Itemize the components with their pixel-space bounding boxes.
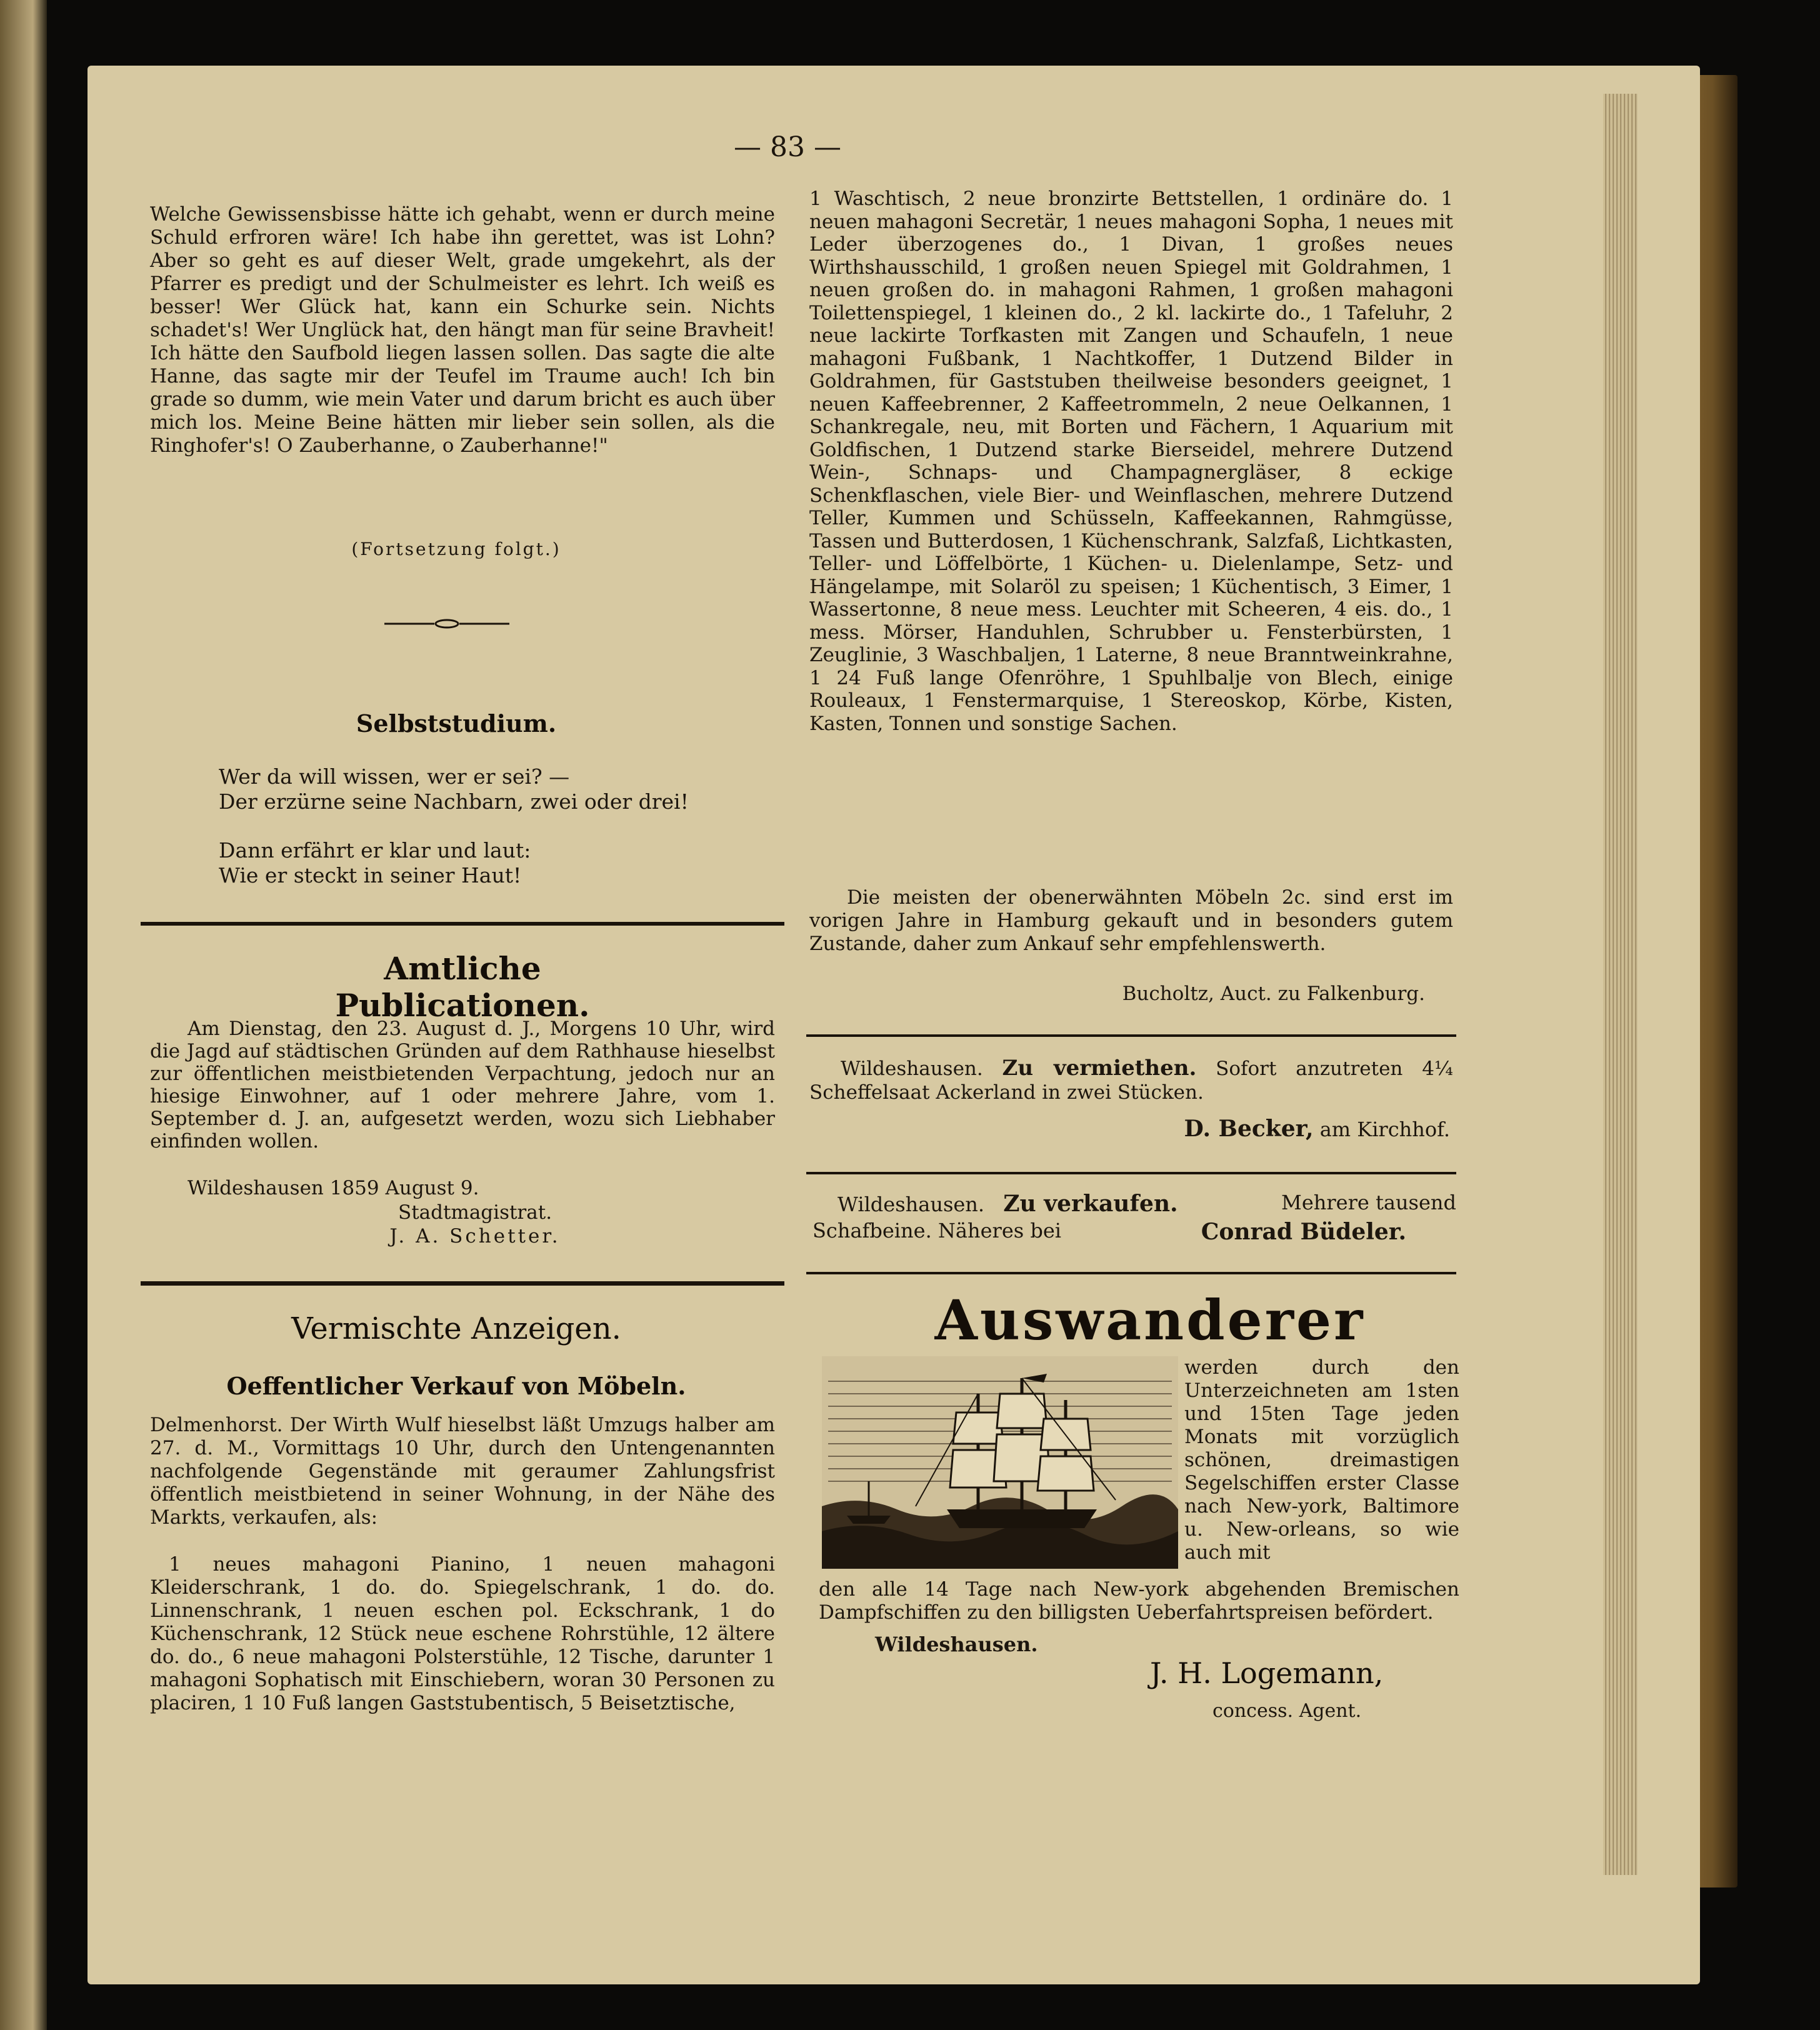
rent-text: Sofort anzutreten 4¼ Scheffelsaat Ackerland in zwei Stücken. [809, 1058, 1453, 1104]
official-place-date: Wildeshausen 1859 August 9. [188, 1177, 479, 1199]
page-stack-edges [1603, 94, 1638, 1875]
official-heading: Amtliche Publicationen. [335, 950, 590, 1024]
sell-signature: Conrad Büdeler. [1201, 1219, 1406, 1245]
section-rule [141, 922, 784, 926]
sale-intro [150, 1414, 775, 1529]
emigrants-text-below-content: den alle 14 Tage nach New-york abgehenden Bremischen Dampfschiffen zu den billigsten Ueberfahrtspreisen befördert. [819, 1578, 1459, 1624]
sell-notice-line2 [812, 1219, 1431, 1245]
sale-items-right [809, 188, 1453, 735]
sale-signature: Bucholtz, Auct. zu Falkenburg. [1122, 982, 1425, 1005]
poem-line: Wer da will wissen, wer er sei? — [219, 764, 570, 789]
sale-items-left-text: 1 neues mahagoni Pianino, 1 neuen mahagoni Kleiderschrank, 1 do. do. Spiegelschrank, 1 do. do. Linnenschrank, 1 neuen eschen pol. Eckschrank, 1 do Küchenschrank, 12 Stück neue eschene Rohrstühle, 12 ältere do. do., 6 neue mahagoni Polsterstühle, 12 Tische, darunter 1 mahagoni Sophatisch mit Einschiebern, woran 30 Personen zu placiren, 1 10 Fuß langen Gaststubentisch, 5 Beisetztische, [150, 1553, 775, 1714]
rent-notice [809, 1056, 1453, 1104]
official-authority: Stadtmagistrat. [398, 1201, 552, 1224]
emigrants-place: Wildeshausen. [875, 1632, 1038, 1656]
rent-signature-suffix: am Kirchhof. [1319, 1118, 1450, 1141]
official-notice-text: Am Dienstag, den 23. August d. J., Morgens 10 Uhr, wird die Jagd auf städtischen Gründen auf dem Rathhause hieselbst zur öffentlichen meistbietenden Verpachtung, jedoch nur an hiesige Einwohner, auf 1 oder mehrere Jahre, vom 1. September d. J. an, aufgesetzt werden, wozu sich Liebhaber einfinden wollen. [150, 1018, 775, 1152]
poem-line: Dann erfährt er klar und laut: [219, 838, 531, 862]
emigrants-role: concess. Agent. [1212, 1700, 1362, 1722]
story-conclusion [150, 203, 775, 458]
sell-notice-line1 [838, 1191, 1456, 1217]
story-text: Welche Gewissensbisse hätte ich gehabt, wenn er durch meine Schuld erfroren wäre! Ich habe ihn gerettet, was ist Lohn? Aber so geht es auf dieser Welt, grade umgekehrt, als der Pfarrer es predigt und der Schulmeister es lehrt. Ich weiß es besser! Wer Glück hat, kann ein Schurke sein. Nichts schadet's! Wer Unglück hat, den hängt man für seine Bravheit! Ich hätte den Saufbold liegen lassen sollen. Das sagte die alte Hanne, das sagte mir der Teufel im Traume auch! Ich bin grade so dumm, wie mein Vater und darum bricht es auch über mich los. Meine Beine hätten mir lieber sein sollen, als die Ringhofer's! O Zauberhanne, o Zauberhanne!" [150, 203, 775, 457]
sale-items-left [150, 1553, 775, 1715]
poem [219, 764, 750, 888]
rent-place: Wildeshausen. [841, 1058, 983, 1080]
section-rule [806, 1172, 1456, 1174]
section-rule [806, 1272, 1456, 1274]
sale-intro-text: Delmenhorst. Der Wirth Wulf hieselbst läßt Umzugs halber am 27. d. M., Vormittags 10 Uhr, durch den Untengenannten nachfolgende Gegenstände mit geraumer Zahlungsfrist öffentlich meistbietend in seiner Wohnung, in der Nähe des Markts, verkaufen, als: [150, 1414, 775, 1529]
sell-place: Wildeshausen. [838, 1192, 985, 1216]
sale-note [809, 886, 1453, 956]
section-rule [806, 1034, 1456, 1037]
emigrants-signature: J. H. Logemann, [1150, 1656, 1384, 1690]
sell-text-a: Mehrere tausend [1281, 1191, 1456, 1214]
rent-headline: Zu vermiethen. [1002, 1056, 1197, 1081]
poem-line: Wie er steckt in seiner Haut! [219, 863, 522, 888]
sale-note-text: Die meisten der obenerwähnten Möbeln 2c. sind erst im vorigen Jahre in Hamburg gekauft und in besonders gutem Zustande, daher zum Ankauf sehr empfehlenswerth. [809, 886, 1453, 955]
sale-items-right-text: 1 Waschtisch, 2 neue bronzirte Bettstellen, 1 ordinäre do. 1 neuen mahagoni Secretär, 1 neues mahagoni Sopha, 1 neues mit Leder überzogenes do., 1 Divan, 1 großes neues Wirthshausschild, 1 großen neuen Spiegel mit Goldrahmen, 1 neuen großen do. in mahagoni Rahmen, 1 großen mahagoni Toilettenspiegel, 1 kleinen do., 2 kl. lackirte do., 1 Tafeluhr, 2 neue lackirte Torfkasten mit Zangen und Schaufeln, 1 neue mahagoni Fußbank, 1 Nachtkoffer, 1 Dutzend Bilder in Goldrahmen, für Gaststuben theilweise besonders geeignet, 1 neuen Kaffeebrenner, 2 Kaffeetrommeln, 2 neue Oelkannen, 1 Schankregale, neu, mit Borten und Fächern, 1 Aquarium mit Goldfischen, 1 Dutzend starke Bierseidel, mehrere Dutzend Wein-, Schnaps- und Champagnergläser, 8 eckige Schenkflaschen, viele Bier- und Weinflaschen, mehrere Dutzend Teller, Kummen und Schüsseln, Kaffeekannen, Rahmgüsse, Tassen und Butterdosen, 1 Küchenschrank, Salzfaß, Lichtkasten, Teller- und Löffelbörte, 1 Küchen- u. Dielenlampe, Setz- und Hängelampe, mit Solaröl zu speisen; 1 Küchentisch, 3 Eimer, 1 Wassertonne, 8 neue mess. Leuchter mit Scheeren, 4 eis. do., 1 mess. Mörser, Handuhlen, Schrubber u. Fensterbürsten, 1 Zeuglinie, 3 Waschbaljen, 1 Laterne, 8 neue Branntweinkrahne, 1 24 Fuß lange Ofenröhre, 1 Spuhlbalje von Blech, einige Rouleaux, 1 Fenstermarquise, 1 Stereoskop, Körbe, Kisten, Kasten, Tonnen und sonstige Sachen. [809, 188, 1453, 735]
page-number: — 83 — [734, 131, 841, 163]
sale-title: Oeffentlicher Verkauf von Möbeln. [226, 1372, 686, 1400]
official-notice [150, 1018, 775, 1152]
official-signature: J. A. Schetter. [389, 1225, 561, 1248]
section-flourish [384, 619, 509, 629]
rent-signature-line [938, 1116, 1450, 1142]
sell-headline: Zu verkaufen. [1003, 1191, 1178, 1217]
misc-heading: Vermischte Anzeigen. [291, 1311, 621, 1346]
emigrants-text-beside-content: werden durch den Unterzeichneten am 1sten und 15ten Tage jeden Monats mit vorzüglich schönen, dreimastigen Segelschiffen erster Classe nach New-york, Baltimore u. New-orleans, so wie auch mit [1184, 1356, 1459, 1564]
sell-text-b: Schafbeine. Näheres bei [812, 1219, 1062, 1242]
poem-title: Selbststudium. [356, 709, 557, 738]
emigrants-text-below [819, 1578, 1459, 1624]
poem-line: Der erzürne seine Nachbarn, zwei oder drei! [219, 789, 689, 814]
continuation-note: (Fortsetzung folgt.) [351, 539, 561, 559]
emigrants-title: Auswanderer [934, 1288, 1366, 1352]
section-rule [141, 1281, 784, 1286]
rent-signature: D. Becker, [1184, 1116, 1314, 1142]
adjacent-page-edge [0, 0, 47, 2030]
sailing-ship-illustration [822, 1356, 1178, 1569]
emigrants-text-beside [1184, 1356, 1459, 1564]
